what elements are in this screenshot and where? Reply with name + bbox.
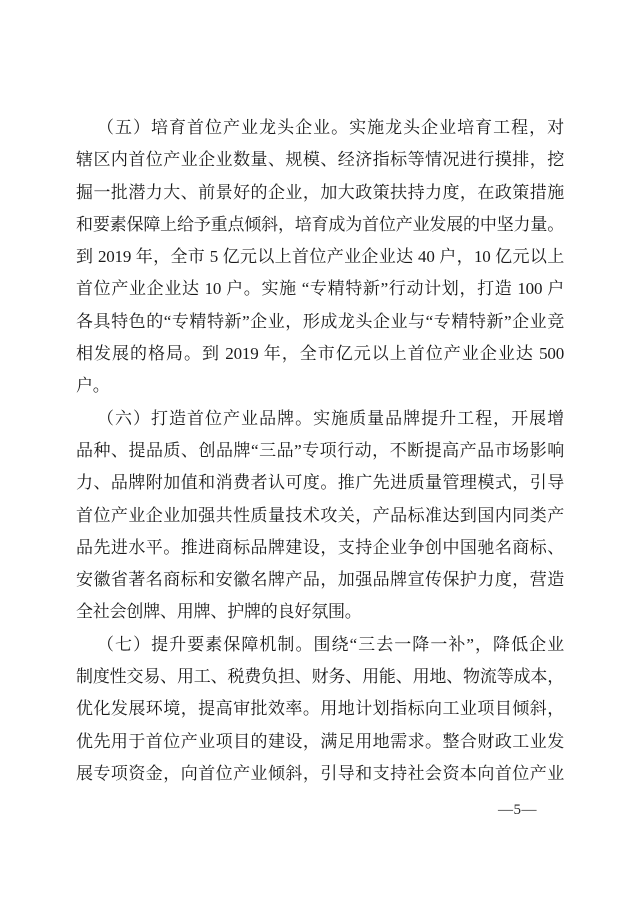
text-line: 力、品牌附加值和消费者认可度。推广先进质量管理模式，引导: [76, 473, 564, 493]
paragraph-7-improve-support-mechanisms: [76, 629, 564, 790]
text-line: 掘一批潜力大、前景好的企业，加大政策扶持力度，在政策措施: [76, 182, 564, 202]
text-line: （七）提升要素保障机制。围绕“三去一降一补”，降低企业: [97, 634, 564, 654]
text-line: 优化发展环境，提高审批效率。用地计划指标向工业项目倾斜，: [76, 699, 564, 719]
text-line: 安徽省著名商标和安徽名牌产品，加强品牌宣传保护力度，营造: [76, 570, 564, 590]
text-line: （五）培育首位产业龙头企业。实施龙头企业培育工程，对: [97, 118, 564, 137]
text-line: 品种、提品质、创品牌“三品”专项行动，不断提高产品市场影响: [76, 440, 564, 460]
paragraph-5-cultivate-leading-enterprises: [76, 112, 564, 403]
text-line: 户。: [76, 376, 110, 396]
text-line: 全社会创牌、用牌、护牌的良好氛围。: [76, 602, 362, 622]
document-body: [76, 112, 564, 790]
text-line: 和要素保障上给予重点倾斜，培育成为首位产业发展的中坚力量。: [76, 214, 564, 234]
text-line: 制度性交易、用工、税费负担、财务、用能、用地、物流等成本，: [76, 667, 564, 687]
paragraph-6-build-industry-brands: [76, 403, 564, 629]
text-line: 辖区内首位产业企业数量、规模、经济指标等情况进行摸排，挖: [76, 150, 564, 170]
text-line: 到 2019 年，全市 5 亿元以上首位产业企业达 40 户，10 亿元以上: [76, 247, 564, 267]
page-number: —5—: [498, 802, 537, 818]
text-line: （六）打造首位产业品牌。实施质量品牌提升工程，开展增: [97, 408, 564, 428]
text-line: 各具特色的“专精特新”企业，形成龙头企业与“专精特新”企业竞: [76, 311, 564, 331]
text-line: 相发展的格局。到 2019 年，全市亿元以上首位产业企业达 500: [76, 344, 564, 364]
text-line: 展专项资金，向首位产业倾斜，引导和支持社会资本向首位产业: [76, 763, 564, 783]
text-line: 首位产业企业加强共性质量技术攻关，产品标准达到国内同类产: [76, 505, 564, 525]
text-line: 优先用于首位产业项目的建设，满足用地需求。整合财政工业发: [76, 731, 564, 751]
text-line: 首位产业企业达 10 户。实施 “专精特新”行动计划，打造 100 户: [76, 279, 564, 299]
text-line: 品先进水平。推进商标品牌建设，支持企业争创中国驰名商标、: [76, 537, 564, 557]
